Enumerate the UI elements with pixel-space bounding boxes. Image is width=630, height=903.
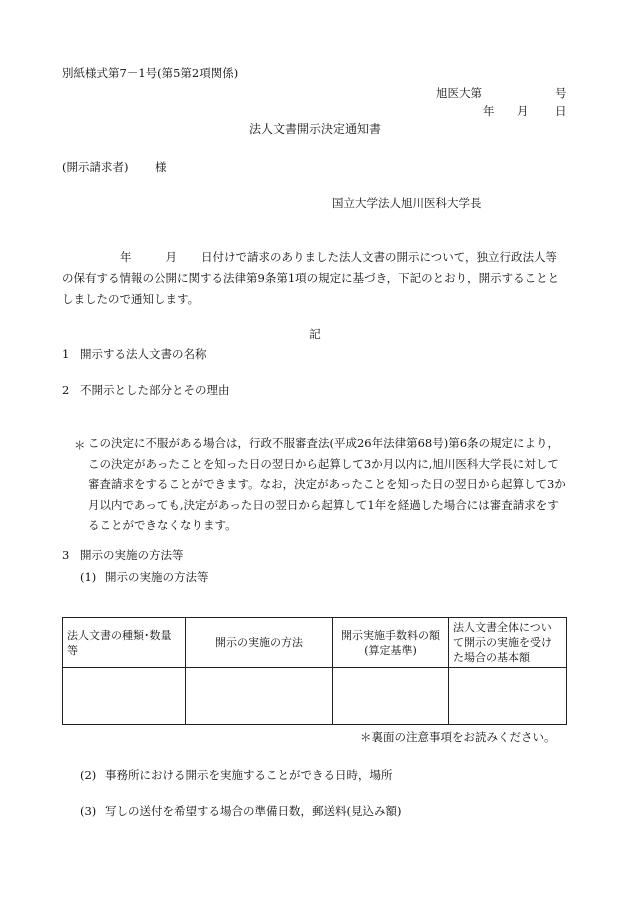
fee-table xyxy=(62,617,567,725)
doc-number-suffix: 号 xyxy=(555,86,567,100)
intro-text: 日付けで請求のありました法人文書の開示について，独立行政法人等の保有する情報の公開に関する法律第9条第1項の規定に基づき，下記のとおり，開示することとしましたので通知します。 xyxy=(62,250,560,306)
item3-number: 3 xyxy=(62,548,70,562)
date-year: 年 xyxy=(483,104,495,118)
intro-year: 年 xyxy=(120,250,132,264)
recipient-honorific: 様 xyxy=(155,160,167,174)
issuer-name: 国立大学法人旭川医科大学長 xyxy=(332,196,482,210)
sub3-number: (3) xyxy=(80,804,97,818)
item3-text: 開示の実施の方法等 xyxy=(80,548,184,562)
sub2-number: (2) xyxy=(80,768,97,782)
form-number: 別紙様式第7－1号(第5第2項関係) xyxy=(62,66,239,80)
sub2-text: 事務所における開示を実施することができる日時，場所 xyxy=(105,768,393,782)
item2-text: 不開示とした部分とその理由 xyxy=(80,383,230,397)
item1-number: 1 xyxy=(62,347,70,361)
table-header-cell: 法人文書の種類･数量等 xyxy=(63,618,186,668)
recipient-label: (開示請求者) xyxy=(62,160,129,174)
date-month: 月 xyxy=(517,104,529,118)
notice-mark: ＊ xyxy=(74,438,86,452)
table-cell xyxy=(63,668,186,725)
table-header-cell: 法人文書全体について開示の実施を受けた場合の基本額 xyxy=(449,618,567,668)
sub1-text: 開示の実施の方法等 xyxy=(105,570,209,584)
table-note: ＊裏面の注意事項をお読みください。 xyxy=(360,730,556,744)
item2-number: 2 xyxy=(62,383,70,397)
table-header-cell: 開示実施手数料の額(算定基準) xyxy=(333,618,449,668)
intro-paragraph xyxy=(62,247,568,310)
table-row xyxy=(63,668,567,725)
doc-number-prefix: 旭医大第 xyxy=(436,86,482,100)
document-title: 法人文書開示決定通知書 xyxy=(248,122,381,136)
intro-month: 月 xyxy=(165,250,177,264)
table-cell xyxy=(449,668,567,725)
table-cell xyxy=(333,668,449,725)
ki-heading: 記 xyxy=(309,327,321,341)
notice-text: この決定に不服がある場合は，行政不服審査法(平成26年法律第68号)第6条の規定により，この決定があったことを知った日の翌日から起算して3か月以内に,旭川医科大学長に対して審査請求をすることができます。なお，決定があったことを知った日の翌日から起算して3か月以内であっても,決定があった日の翌日から起算して1年を経過した場合には審査請求をすることができなくなります。 xyxy=(88,436,566,532)
sub1-number: (1) xyxy=(80,570,97,584)
table-header-row xyxy=(63,618,567,668)
table-cell xyxy=(186,668,333,725)
item1-text: 開示する法人文書の名称 xyxy=(80,347,207,361)
table-header-cell: 開示の実施の方法 xyxy=(186,618,333,668)
sub3-text: 写しの送付を希望する場合の準備日数，郵送料(見込み額) xyxy=(105,804,402,818)
date-day: 日 xyxy=(555,104,567,118)
